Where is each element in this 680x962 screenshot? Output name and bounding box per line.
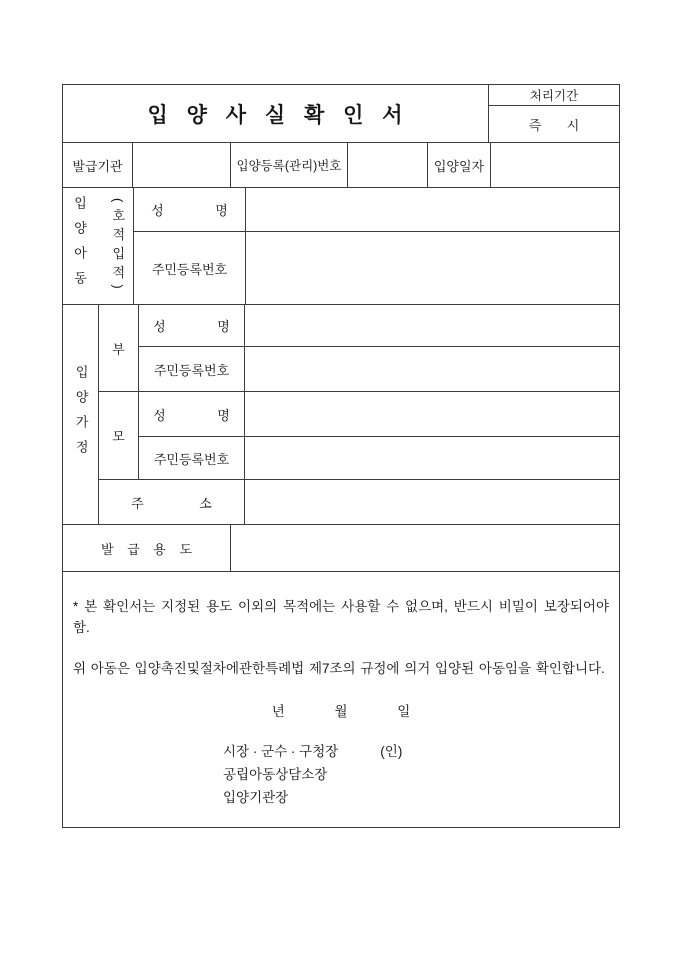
purpose-value-cell: [231, 525, 619, 571]
signer-block: [223, 740, 609, 809]
header-row: [63, 85, 619, 143]
adopted-child-group-sublabel: (호적입적): [110, 197, 126, 295]
father-rrn-label: 주민등록번호: [139, 347, 245, 391]
adopted-child-group-cell: [63, 188, 134, 304]
purpose-row: [63, 525, 619, 572]
caution-note-line1: * 본 확인서는 지정된 용도 이외의 목적에는 사용할 수 없으며, 반드시 비밀이 보장되어야: [73, 599, 609, 614]
father-name-value-cell: [245, 305, 619, 346]
signer-line-counseling-center: 공립아동상담소장: [223, 767, 328, 782]
address-label: 주 소: [99, 480, 245, 524]
purpose-label: 발 급 용 도: [63, 525, 231, 571]
mother-rrn-value-cell: [245, 437, 619, 479]
father-name-row: [139, 305, 619, 347]
adoption-confirmation-form: [62, 84, 620, 828]
signer-line-adoption-agency: 입양기관장: [223, 790, 289, 805]
father-rrn-value-cell: [245, 347, 619, 391]
processing-period-label: 처리기간: [489, 85, 619, 106]
mother-name-row: [139, 392, 619, 437]
address-value-cell: [245, 480, 619, 524]
adoptive-family-fields: [99, 305, 619, 524]
mother-name-value-cell: [245, 392, 619, 436]
adoption-date-value-cell: [491, 143, 619, 187]
adopted-child-fields: [134, 188, 619, 304]
father-name-label: 성 명: [139, 305, 245, 346]
mother-rrn-label: 주민등록번호: [139, 437, 245, 479]
confirmation-statement: 위 아동은 입양촉진및절차에관한특례법 제7조의 규정에 의거 입양된 아동임을 확인합니다.: [73, 661, 605, 676]
father-rrn-row: [139, 347, 619, 391]
signer-mayor-label: 시장 · 군수 · 구청장: [223, 744, 339, 759]
issuer-label: 발급기관: [63, 143, 133, 187]
mother-label: 모: [99, 392, 139, 479]
child-name-row: [134, 188, 619, 232]
father-fields: [139, 305, 619, 391]
notes-section: [63, 572, 619, 827]
adoptive-family-section: [63, 305, 619, 525]
father-label: 부: [99, 305, 139, 391]
issuer-value-cell: [133, 143, 231, 187]
adoptive-family-group-label: 입양가정: [73, 364, 89, 465]
adopted-child-group-label: 입양아동: [72, 196, 87, 296]
mother-fields: [139, 392, 619, 479]
issue-info-row: [63, 143, 619, 188]
form-title: 입 양 사 실 확 인 서: [63, 85, 489, 142]
adoption-registration-number-label: 입양등록(관리)번호: [231, 143, 348, 187]
adopted-child-section: [63, 188, 619, 305]
signer-line-mayor: [223, 740, 609, 763]
date-line: 년 월 일: [271, 704, 411, 719]
child-rrn-row: [134, 232, 619, 304]
processing-period-value: 즉 시: [528, 117, 580, 133]
mother-name-label: 성 명: [139, 392, 245, 436]
adoptive-family-group-cell: [63, 305, 99, 524]
child-rrn-value-cell: [246, 232, 619, 304]
caution-note-line2: 함.: [73, 620, 90, 635]
mother-group: [99, 392, 619, 480]
adoption-date-label: 입양일자: [428, 143, 491, 187]
child-rrn-label: 주민등록번호: [134, 232, 246, 304]
mother-rrn-row: [139, 437, 619, 479]
child-name-value-cell: [246, 188, 619, 231]
child-name-label: 성 명: [134, 188, 246, 231]
seal-mark: (인): [380, 744, 403, 759]
father-group: [99, 305, 619, 392]
processing-period-box: [489, 85, 619, 142]
address-row: [99, 480, 619, 524]
adoption-registration-number-value-cell: [348, 143, 428, 187]
